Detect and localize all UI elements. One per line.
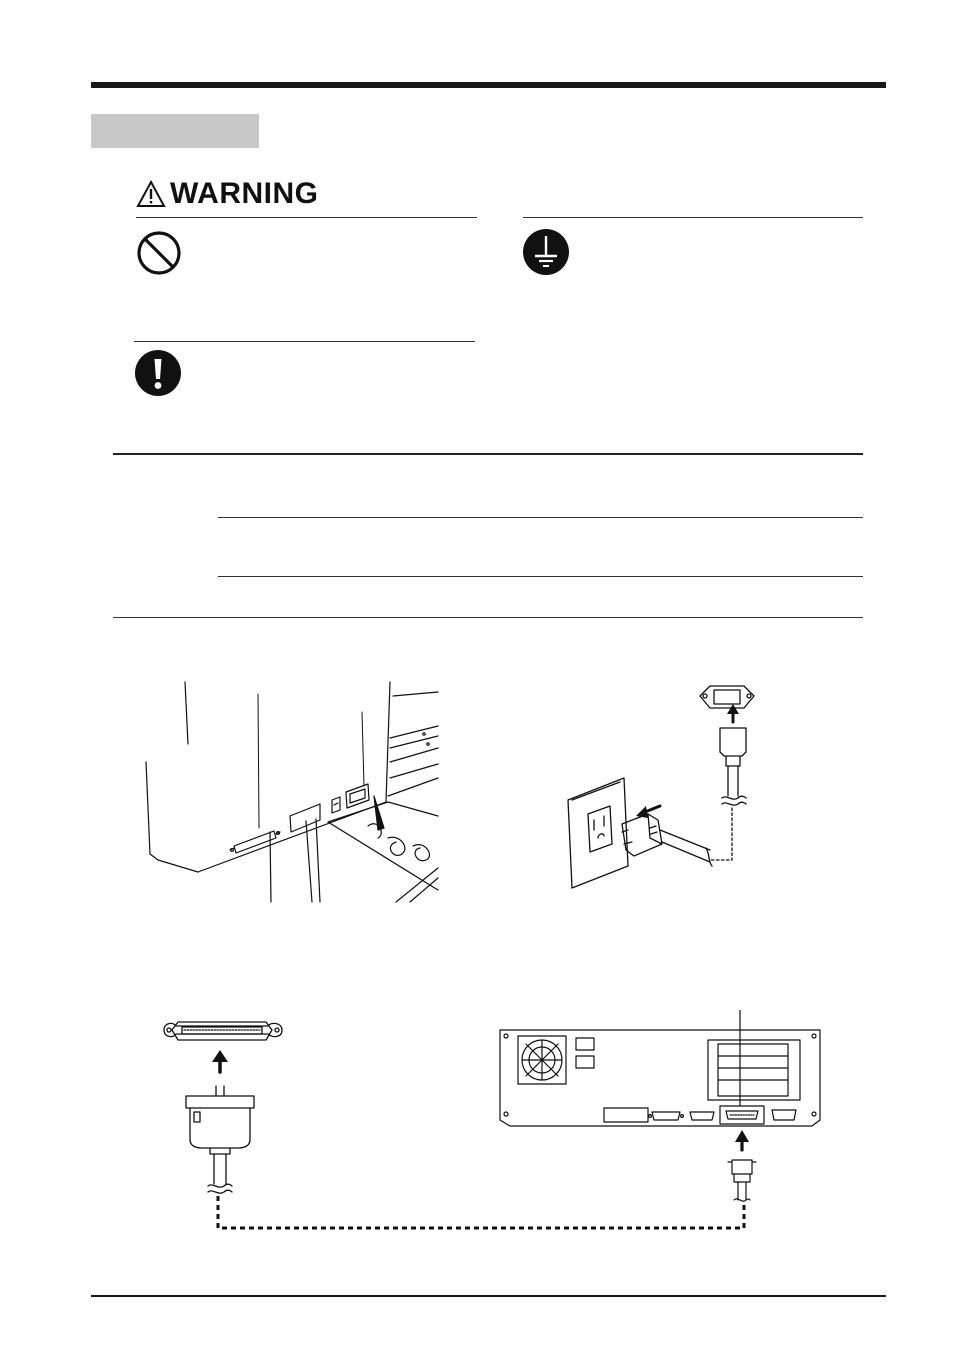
warning-title: WARNING bbox=[170, 177, 319, 210]
exclamation-icon bbox=[135, 350, 183, 398]
ground-icon bbox=[522, 228, 570, 276]
section-tab bbox=[91, 114, 259, 148]
top-rule bbox=[91, 82, 886, 88]
table-rule-2 bbox=[218, 576, 863, 577]
computer-rear-figure bbox=[496, 1010, 826, 1206]
printer-rear-figure bbox=[138, 678, 448, 904]
centronics-cable-figure bbox=[160, 1016, 290, 1196]
warning-rule-right bbox=[523, 217, 863, 218]
cable-link-dotted bbox=[214, 1196, 750, 1232]
bottom-rule bbox=[91, 1295, 886, 1297]
table-rule-1 bbox=[218, 517, 863, 518]
power-cord-figure bbox=[562, 678, 782, 892]
table-rule-bottom bbox=[113, 617, 863, 618]
prohibition-icon bbox=[136, 230, 184, 278]
warning-heading bbox=[136, 176, 319, 212]
warning-rule-mid bbox=[134, 341, 475, 342]
table-rule-top bbox=[113, 453, 863, 455]
warning-triangle-icon bbox=[136, 180, 166, 208]
warning-rule-left bbox=[136, 217, 477, 218]
